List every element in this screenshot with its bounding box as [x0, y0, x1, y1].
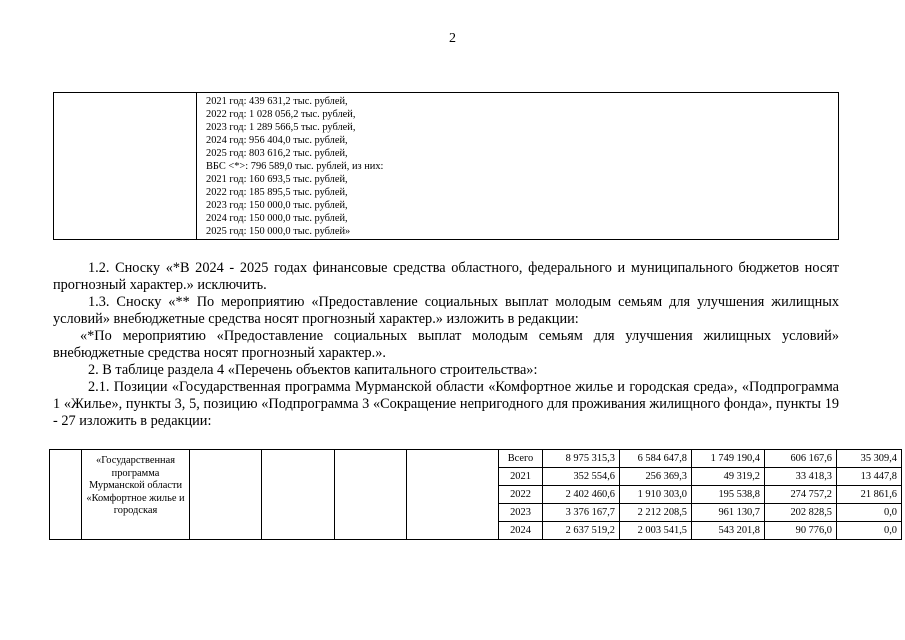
- funding-line: 2021 год: 160 693,5 тыс. рублей,: [206, 174, 348, 185]
- value-cell: 33 418,3: [765, 468, 837, 486]
- funding-line: 2024 год: 150 000,0 тыс. рублей,: [206, 213, 348, 224]
- funding-line: 2023 год: 1 289 566,5 тыс. рублей,: [206, 122, 356, 133]
- value-cell: 21 861,6: [837, 486, 902, 504]
- value-cell: 1 910 303,0: [620, 486, 692, 504]
- empty-cell: [262, 450, 335, 540]
- funding-line: 2024 год: 956 404,0 тыс. рублей,: [206, 135, 348, 146]
- funding-line: 2023 год: 150 000,0 тыс. рублей,: [206, 200, 348, 211]
- funding-lines: [206, 95, 383, 238]
- value-cell: 2 637 519,2: [543, 522, 620, 540]
- year-cell: Всего: [499, 450, 543, 468]
- value-cell: 6 584 647,8: [620, 450, 692, 468]
- value-cell: 35 309,4: [837, 450, 902, 468]
- funding-line: 2025 год: 803 616,2 тыс. рублей,: [206, 148, 348, 159]
- empty-cell: [407, 450, 499, 540]
- value-cell: 3 376 167,7: [543, 504, 620, 522]
- value-cell: 8 975 315,3: [543, 450, 620, 468]
- value-cell: 274 757,2: [765, 486, 837, 504]
- value-cell: 606 167,6: [765, 450, 837, 468]
- value-cell: 256 369,3: [620, 468, 692, 486]
- funding-line: 2021 год: 439 631,2 тыс. рублей,: [206, 96, 348, 107]
- value-cell: 90 776,0: [765, 522, 837, 540]
- empty-cell: [50, 450, 82, 540]
- paragraph-quote: «*По мероприятию «Предоставление социальных выплат молодым семьям для улучшения жилищных условий» внебюджетные средства носят прогнозный характер.».: [53, 328, 839, 361]
- value-cell: 961 130,7: [692, 504, 765, 522]
- value-cell: 49 319,2: [692, 468, 765, 486]
- value-cell: 2 212 208,5: [620, 504, 692, 522]
- capital-construction-table: [49, 449, 902, 540]
- empty-cell: [335, 450, 407, 540]
- year-cell: 2023: [499, 504, 543, 522]
- value-cell: 2 003 541,5: [620, 522, 692, 540]
- year-cell: 2021: [499, 468, 543, 486]
- page-number: 2: [449, 31, 456, 46]
- value-cell: 195 538,8: [692, 486, 765, 504]
- paragraph-1-2: 1.2. Сноску «*В 2024 - 2025 годах финансовые средства областного, федерального и муниципального бюджетов носят прогнозный характер.» исключить.: [53, 260, 839, 293]
- value-cell: 2 402 460,6: [543, 486, 620, 504]
- value-cell: 202 828,5: [765, 504, 837, 522]
- funding-box: [53, 92, 839, 240]
- value-cell: 13 447,8: [837, 468, 902, 486]
- paragraph-1-3: 1.3. Сноску «** По мероприятию «Предоставление социальных выплат молодым семьям для улучшения жилищных условий» внебюджетные средства носят прогнозный характер.» изложить в редакции:: [53, 294, 839, 327]
- year-cell: 2022: [499, 486, 543, 504]
- box-divider: [196, 93, 197, 239]
- funding-line: 2022 год: 185 895,5 тыс. рублей,: [206, 187, 348, 198]
- value-cell: 543 201,8: [692, 522, 765, 540]
- value-cell: 352 554,6: [543, 468, 620, 486]
- value-cell: 1 749 190,4: [692, 450, 765, 468]
- value-cell: 0,0: [837, 504, 902, 522]
- funding-line: ВБС <*>: 796 589,0 тыс. рублей, из них:: [206, 161, 384, 172]
- year-cell: 2024: [499, 522, 543, 540]
- paragraph-2: 2. В таблице раздела 4 «Перечень объектов капитального строительства»:: [88, 362, 538, 378]
- funding-line: 2022 год: 1 028 056,2 тыс. рублей,: [206, 109, 356, 120]
- paragraph-2-1: 2.1. Позиции «Государственная программа Мурманской области «Комфортное жилье и городская среда», «Подпрограмма 1 «Жилье», пункты 3, 5, позицию «Подпрограмма 3 «Сокращение непригодного для проживания жилищного фонда», пункты 19 - 27 изложить в редакции:: [53, 379, 839, 429]
- funding-line: 2025 год: 150 000,0 тыс. рублей»: [206, 226, 351, 237]
- program-name-cell: «Государственная программа Мурманской области «Комфортное жилье и городская: [82, 450, 190, 540]
- value-cell: 0,0: [837, 522, 902, 540]
- empty-cell: [190, 450, 262, 540]
- table-row: [50, 450, 902, 468]
